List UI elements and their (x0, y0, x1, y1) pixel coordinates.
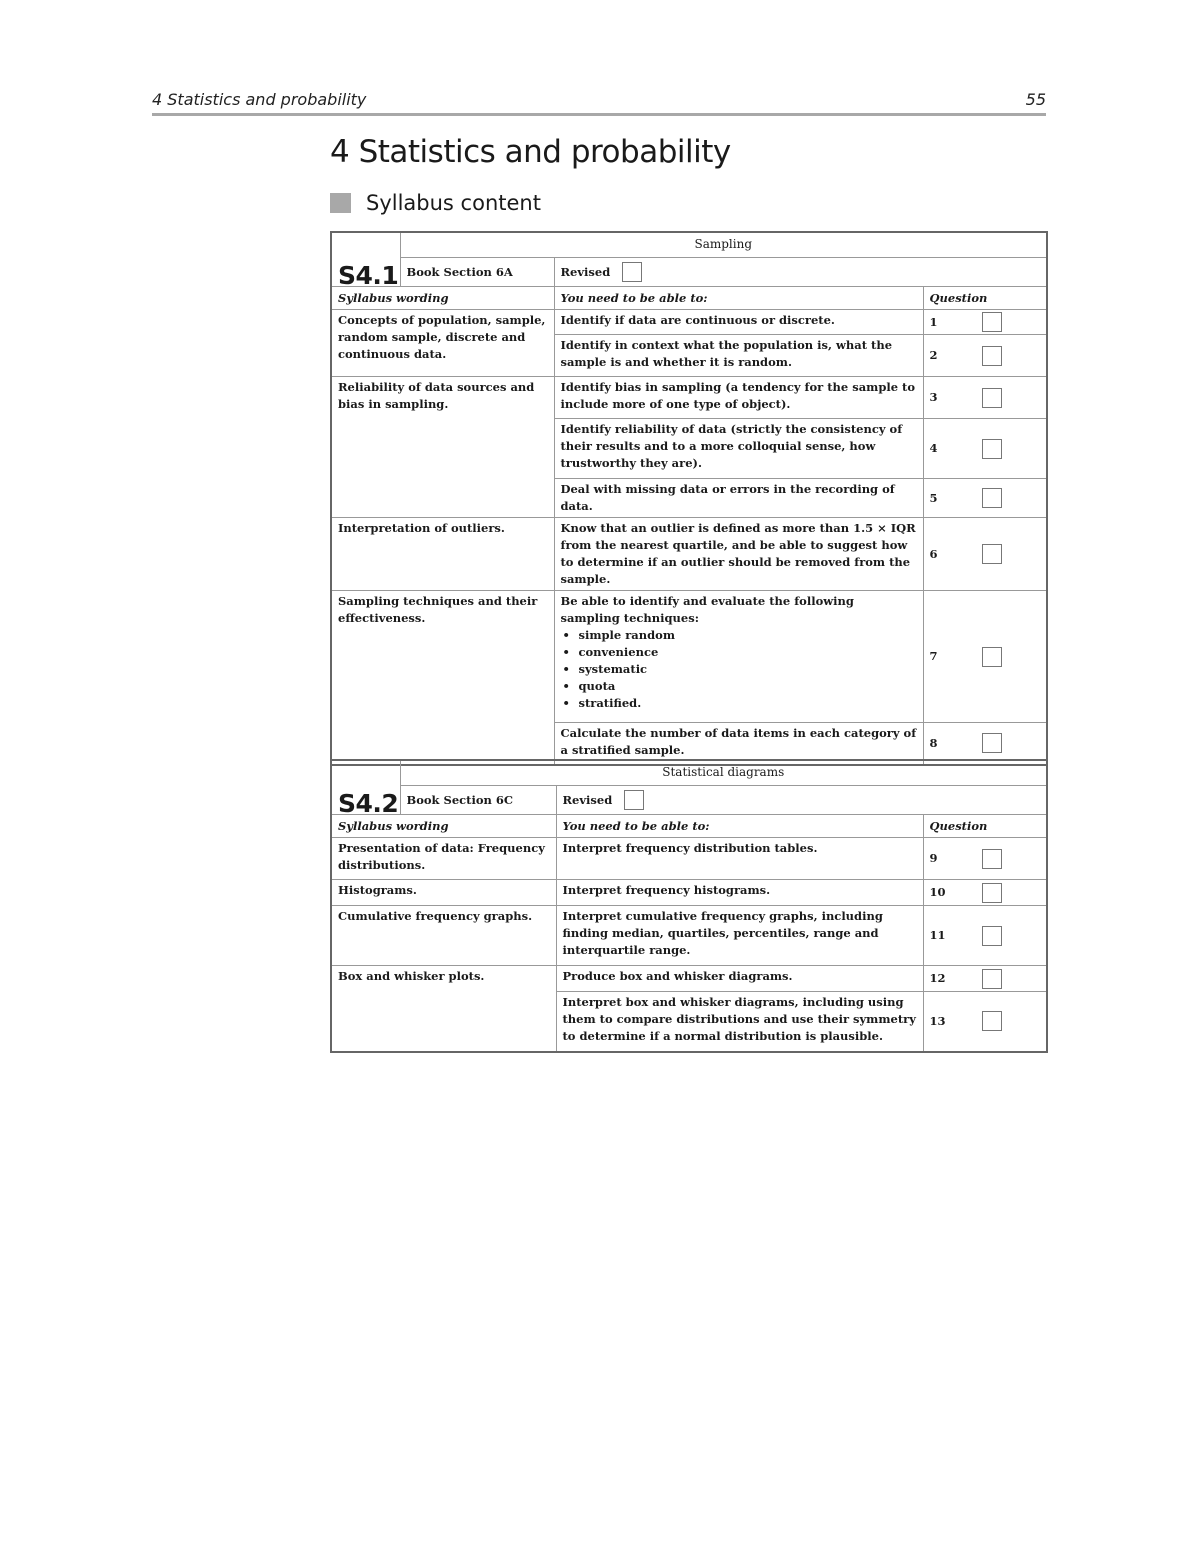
revised-label: Revised (560, 264, 611, 279)
topic-title: Sampling (400, 232, 1047, 258)
question-number: 8 (929, 735, 938, 750)
revised-cell (554, 258, 1047, 287)
requirement-text: Identify reliability of data (strictly the consistency of their results and to a more colloquial sense, how trustworthy they are). (554, 419, 923, 479)
running-header (152, 88, 1046, 116)
requirement-text: Know that an outlier is defined as more than 1.5 × IQR from the nearest quartile, and be able to suggest how to determine if an outlier should be removed from the sample. (554, 518, 923, 591)
requirement-text: Interpret box and whisker diagrams, including using them to compare distributions and use their symmetry to determine if a normal distribution is plausible. (556, 992, 923, 1052)
syllabus-wording: Presentation of data: Frequency distributions. (331, 838, 556, 880)
question-cell (923, 906, 1047, 966)
question-number: 4 (929, 441, 938, 455)
list-item: • stratified. (561, 695, 917, 712)
requirement-cell (554, 591, 923, 723)
question-number: 13 (929, 1013, 946, 1028)
question-number: 5 (929, 490, 938, 505)
table-row (331, 377, 1047, 419)
requirement-text: Identify bias in sampling (a tendency for the sample to include more of one type of object). (554, 377, 923, 419)
question-number: 7 (929, 649, 938, 663)
question-checkbox[interactable] (982, 1011, 1002, 1031)
syllabus-wording: Reliability of data sources and bias in sampling. (331, 377, 554, 518)
table-row (331, 880, 1047, 906)
question-cell (923, 377, 1047, 419)
question-number: 9 (929, 851, 938, 865)
question-cell (923, 838, 1047, 880)
requirement-text: Identify if data are continuous or discrete. (554, 310, 923, 335)
question-checkbox[interactable] (982, 439, 1002, 459)
requirement-text: Interpret frequency histograms. (556, 880, 923, 906)
syllabus-wording: Histograms. (331, 880, 556, 906)
table-row (331, 906, 1047, 966)
question-checkbox[interactable] (982, 969, 1002, 989)
chapter-title: 4 Statistics and probability (330, 134, 731, 170)
question-checkbox[interactable] (982, 733, 1002, 753)
table-row (331, 310, 1047, 335)
question-number: 10 (929, 885, 946, 899)
table-row (331, 518, 1047, 591)
question-number: 11 (929, 928, 946, 942)
section-code: S4.1 (331, 232, 400, 287)
col-header-syllabus: Syllabus wording (331, 815, 556, 838)
heading-square-marker (330, 193, 351, 213)
syllabus-table-s4-2 (330, 759, 1048, 1053)
revised-checkbox[interactable] (624, 790, 644, 810)
page-number: 55 (1025, 90, 1046, 109)
table-row (331, 591, 1047, 723)
requirement-text: Interpret cumulative frequency graphs, including finding median, quartiles, percentiles, range and interquartile range. (556, 906, 923, 966)
question-checkbox[interactable] (982, 883, 1002, 903)
revised-label: Revised (562, 792, 613, 807)
question-cell (923, 992, 1047, 1052)
question-checkbox[interactable] (982, 488, 1002, 508)
col-header-question: Question (923, 287, 1047, 310)
question-number: 3 (929, 390, 938, 404)
question-cell (923, 966, 1047, 992)
question-checkbox[interactable] (982, 388, 1002, 408)
question-checkbox[interactable] (982, 312, 1002, 332)
question-number: 6 (929, 546, 938, 561)
question-cell (923, 335, 1047, 377)
syllabus-wording: Cumulative frequency graphs. (331, 906, 556, 966)
col-header-syllabus: Syllabus wording (331, 287, 554, 310)
question-number: 2 (929, 348, 938, 362)
col-header-need: You need to be able to: (554, 287, 923, 310)
question-number: 1 (929, 314, 938, 329)
table-row (331, 966, 1047, 992)
section-heading-label: Syllabus content (366, 191, 541, 215)
question-checkbox[interactable] (982, 346, 1002, 366)
question-checkbox[interactable] (982, 544, 1002, 564)
book-section: Book Section 6C (400, 786, 556, 815)
question-checkbox[interactable] (982, 647, 1002, 667)
list-item: • systematic (561, 661, 917, 678)
question-number: 12 (929, 971, 946, 985)
list-item: • quota (561, 678, 917, 695)
table-row (331, 838, 1047, 880)
question-cell (923, 419, 1047, 479)
requirement-text: Identify in context what the population is, what the sample is and whether it is random. (554, 335, 923, 377)
question-cell (923, 591, 1047, 723)
col-header-need: You need to be able to: (556, 815, 923, 838)
running-header-title: 4 Statistics and probability (152, 90, 367, 109)
question-cell (923, 479, 1047, 518)
requirement-text: Calculate the number of data items in each category of a stratified sample. (554, 723, 923, 765)
technique-list (561, 627, 917, 712)
list-item: • convenience (561, 644, 917, 661)
section-code: S4.2 (331, 760, 400, 815)
question-cell (923, 880, 1047, 906)
topic-title: Statistical diagrams (400, 760, 1047, 786)
question-checkbox[interactable] (982, 849, 1002, 869)
syllabus-table-s4-1 (330, 231, 1048, 766)
revised-checkbox[interactable] (622, 262, 642, 282)
requirement-text: Produce box and whisker diagrams. (556, 966, 923, 992)
syllabus-wording: Concepts of population, sample, random sample, discrete and continuous data. (331, 310, 554, 377)
syllabus-wording: Sampling techniques and their effectiveness. (331, 591, 554, 765)
question-checkbox[interactable] (982, 926, 1002, 946)
question-cell (923, 518, 1047, 591)
syllabus-wording: Interpretation of outliers. (331, 518, 554, 591)
question-cell (923, 310, 1047, 335)
book-section: Book Section 6A (400, 258, 554, 287)
requirement-text: Interpret frequency distribution tables. (556, 838, 923, 880)
requirement-text: Be able to identify and evaluate the following sampling techniques: (560, 594, 854, 625)
col-header-question: Question (923, 815, 1047, 838)
requirement-text: Deal with missing data or errors in the recording of data. (554, 479, 923, 518)
syllabus-wording: Box and whisker plots. (331, 966, 556, 1052)
revised-cell (556, 786, 1047, 815)
list-item: • simple random (561, 627, 917, 644)
